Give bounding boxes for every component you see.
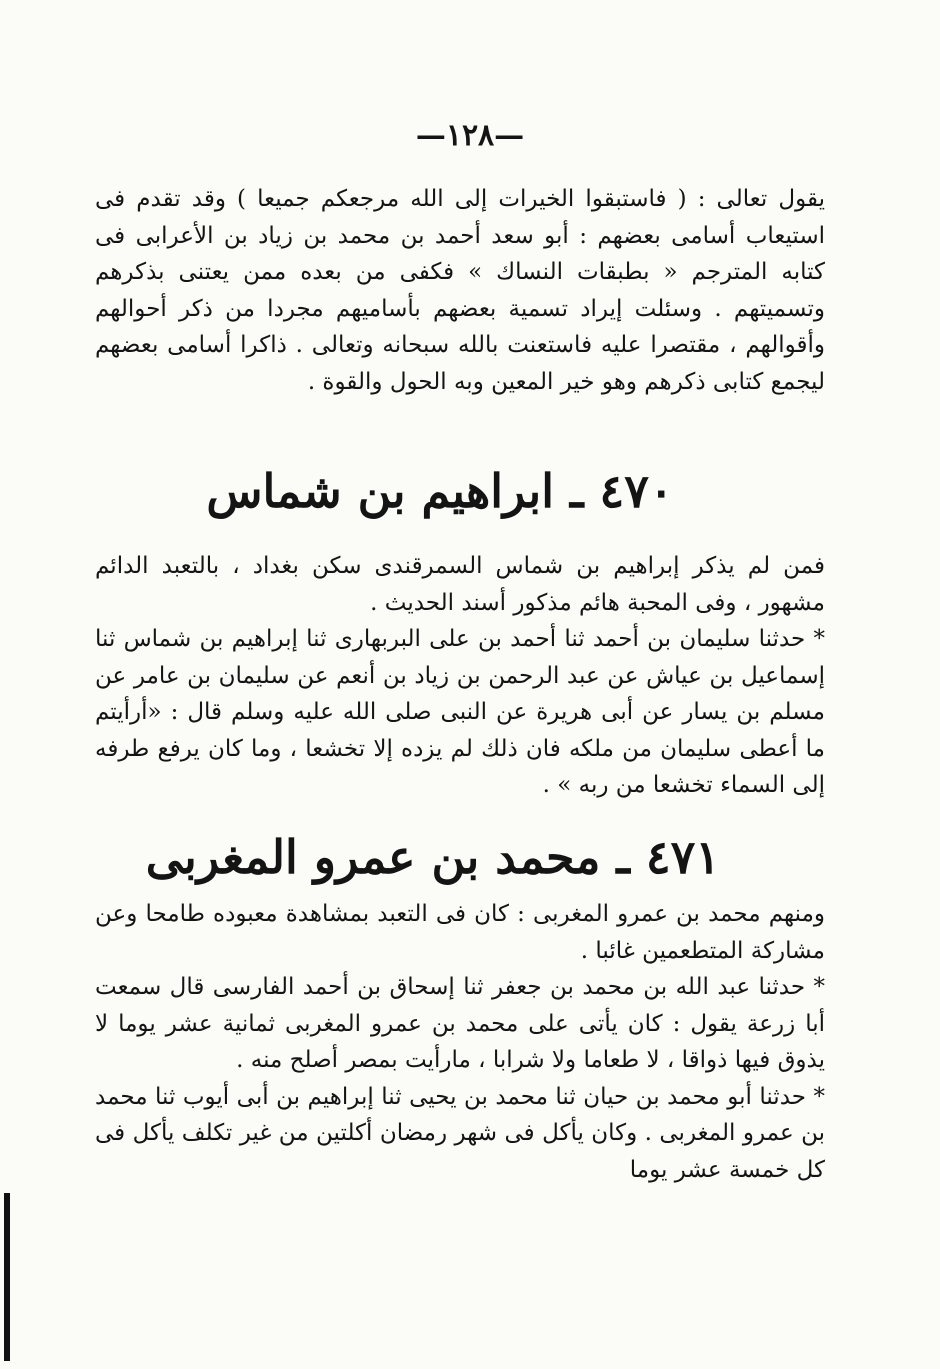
section-heading-471: ٤٧١ ـ محمد بن عمرو المغربى: [145, 830, 720, 884]
section-470-paragraph-2: * حدثنا سليمان بن أحمد ثنا أحمد بن على البربهارى ثنا إبراهيم بن شماس ثنا إسماعيل بن عياش عن عبد الرحمن بن زياد بن أنعم عن سليمان بن عامر عن مسلم بن يسار عن أبى هريرة عن النبى صلى الله عليه وسلم قال : «أرأيتم ما أعطى سليمان من ملكه فان ذلك لم يزده إلا تخشعا ، وما كان يرفع طرفه إلى السماء تخشعا من ربه » .: [95, 626, 825, 798]
scan-edge-mark: [4, 1193, 10, 1361]
intro-paragraph: [95, 181, 825, 400]
section-471-paragraph-2: * حدثنا عبد الله بن محمد بن جعفر ثنا إسحاق بن أحمد الفارسى قال سمعت أبا زرعة يقول : كان يأتى على محمد بن عمرو المغربى ثمانية عشر يوما لا يذوق فيها ذواقا ، لا طعاما ولا شرابا ، مارأيت بمصر أصلح منه .: [95, 974, 825, 1073]
section-470-paragraph-1: فمن لم يذكر إبراهيم بن شماس السمرقندى سكن بغداد ، بالتعبد الدائم مشهور ، وفى المحبة هائم مذكور أسند الحديث .: [95, 553, 825, 616]
section-471-paragraph-3: * حدثنا أبو محمد بن حيان ثنا محمد بن يحيى ثنا إبراهيم بن أبى أيوب ثنا محمد بن عمرو المغربى . وكان يأكل فى شهر رمضان أكلتين من غير تكلف يأكل فى كل خمسة عشر يوما: [95, 1083, 825, 1183]
page-number: —١٢٨—: [415, 118, 525, 153]
section-471-paragraph-1: ومنهم محمد بن عمرو المغربى : كان فى التعبد بمشاهدة معبوده طامحا وعن مشاركة المتطعمين غائبا .: [95, 901, 825, 964]
intro-text: يقول تعالى : ( فاستبقوا الخيرات إلى الله مرجعكم جميعا ) وقد تقدم فى استيعاب أسامى بعضهم : أبو سعد أحمد بن محمد بن زياد بن الأعرابى فى كتابه المترجم « بطبقات النساك » فكفى من بعده ممن يعتنى بذكرهم وتسميتهم . وسئلت إيراد تسمية بعضهم بأساميهم مجردا من ذكر أحوالهم وأقوالهم ، مقتصرا عليه فاستعنت بالله سبحانه وتعالى . ذاكرا أسامى بعضهم ليجمع كتابى ذكرهم وهو خير المعين وبه الحول والقوة .: [95, 186, 825, 395]
section-471-body: [95, 896, 825, 1188]
section-heading-470: ٤٧٠ ـ ابراهيم بن شماس: [206, 464, 674, 518]
section-470-body: [95, 548, 825, 804]
